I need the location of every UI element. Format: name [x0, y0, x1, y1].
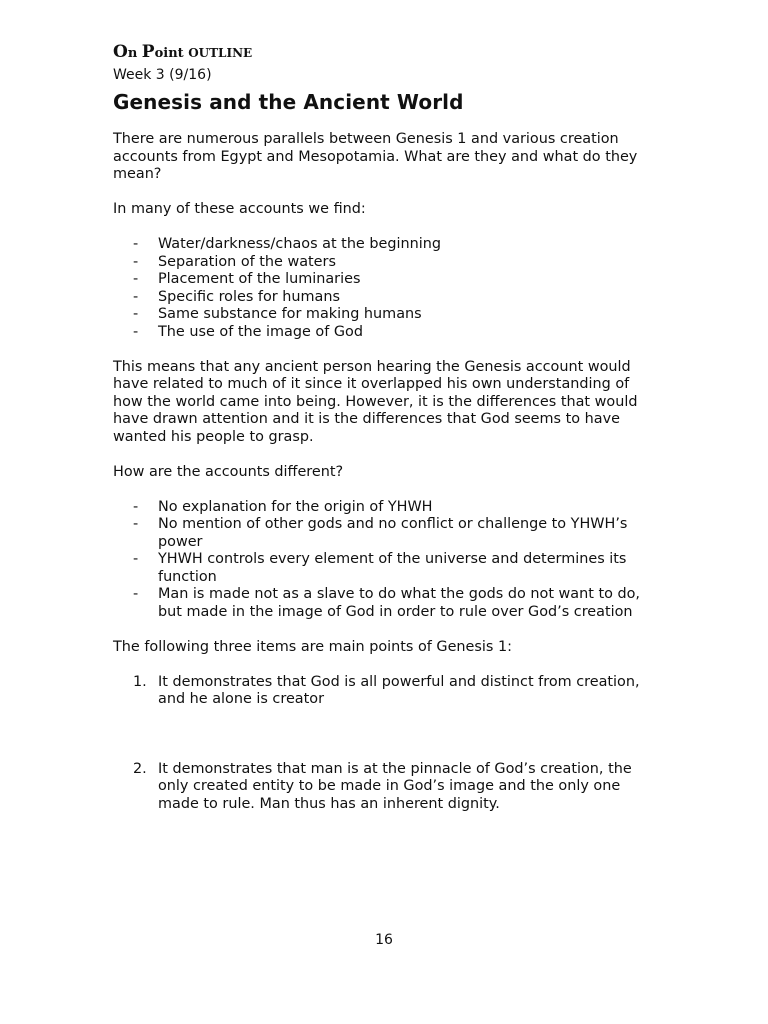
parallels-lead: In many of these accounts we find:	[113, 201, 366, 217]
dash-marker: -	[133, 516, 139, 532]
intro-paragraph: There are numerous parallels between Genesis 1 and various creation accounts from Egypt and Mesopotamia. What are they and what do they mean?	[113, 131, 638, 182]
page-number: 16	[375, 932, 393, 948]
main-points-list	[113, 674, 661, 814]
dash-marker: -	[133, 288, 139, 305]
brand-letter-o: O	[113, 42, 128, 62]
list-item: - Placement of the luminaries	[133, 271, 361, 287]
dash-marker: -	[133, 498, 139, 515]
dash-marker: -	[133, 271, 139, 287]
differences-list	[113, 499, 661, 622]
brand-letter-p: P	[141, 42, 155, 62]
page-title: Genesis and the Ancient World	[113, 90, 464, 114]
main-points-lead: The following three items are main points of Genesis 1:	[113, 638, 512, 655]
brand-outline: OUTLINE	[188, 46, 253, 60]
brand-text-oint: oint	[154, 46, 189, 61]
list-item: - Specific roles for humans	[133, 288, 340, 305]
dash-marker: -	[133, 323, 139, 340]
differences-lead: How are the accounts different?	[113, 463, 344, 480]
list-item: - Man is made not as a slave to do what the gods do not want to do, but made in the image of God in order to rule over God’s creation	[133, 586, 640, 620]
brand-header	[113, 44, 661, 64]
list-item: - No explanation for the origin of YHWH	[133, 498, 433, 515]
list-item: - Water/darkness/chaos at the beginning	[133, 236, 441, 252]
list-number: 1.	[133, 673, 147, 690]
dash-marker: -	[133, 586, 139, 602]
meaning-paragraph: This means that any ancient person hearing the Genesis account would have related to much of it since it overlapped his own understanding of how the world came into being. However, it is the differences that would have drawn attention and it is the differences that God seems to have wanted his people to grasp.	[113, 358, 638, 445]
dash-marker: -	[133, 253, 139, 270]
dash-marker: -	[133, 236, 139, 252]
list-item: - Same substance for making humans	[133, 306, 422, 322]
list-number: 2.	[133, 760, 147, 777]
list-item: 2. It demonstrates that man is at the pinnacle of God’s creation, the only created entity to be made in God’s image and the only one made to rule. Man thus has an inherent dignity.	[133, 760, 632, 812]
brand-text-n: n	[127, 46, 142, 61]
list-item: - The use of the image of God	[133, 323, 363, 340]
document-page	[113, 44, 661, 813]
dash-marker: -	[133, 306, 139, 322]
dash-marker: -	[133, 551, 139, 567]
parallels-list	[113, 236, 661, 341]
list-item: - No mention of other gods and no conflict or challenge to YHWH’s power	[133, 516, 628, 550]
list-item: - YHWH controls every element of the universe and determines its function	[133, 551, 627, 585]
week-label: Week 3 (9/16)	[113, 67, 212, 83]
list-item: 1. It demonstrates that God is all powerful and distinct from creation, and he alone is creator	[133, 673, 640, 707]
list-item: - Separation of the waters	[133, 253, 336, 270]
